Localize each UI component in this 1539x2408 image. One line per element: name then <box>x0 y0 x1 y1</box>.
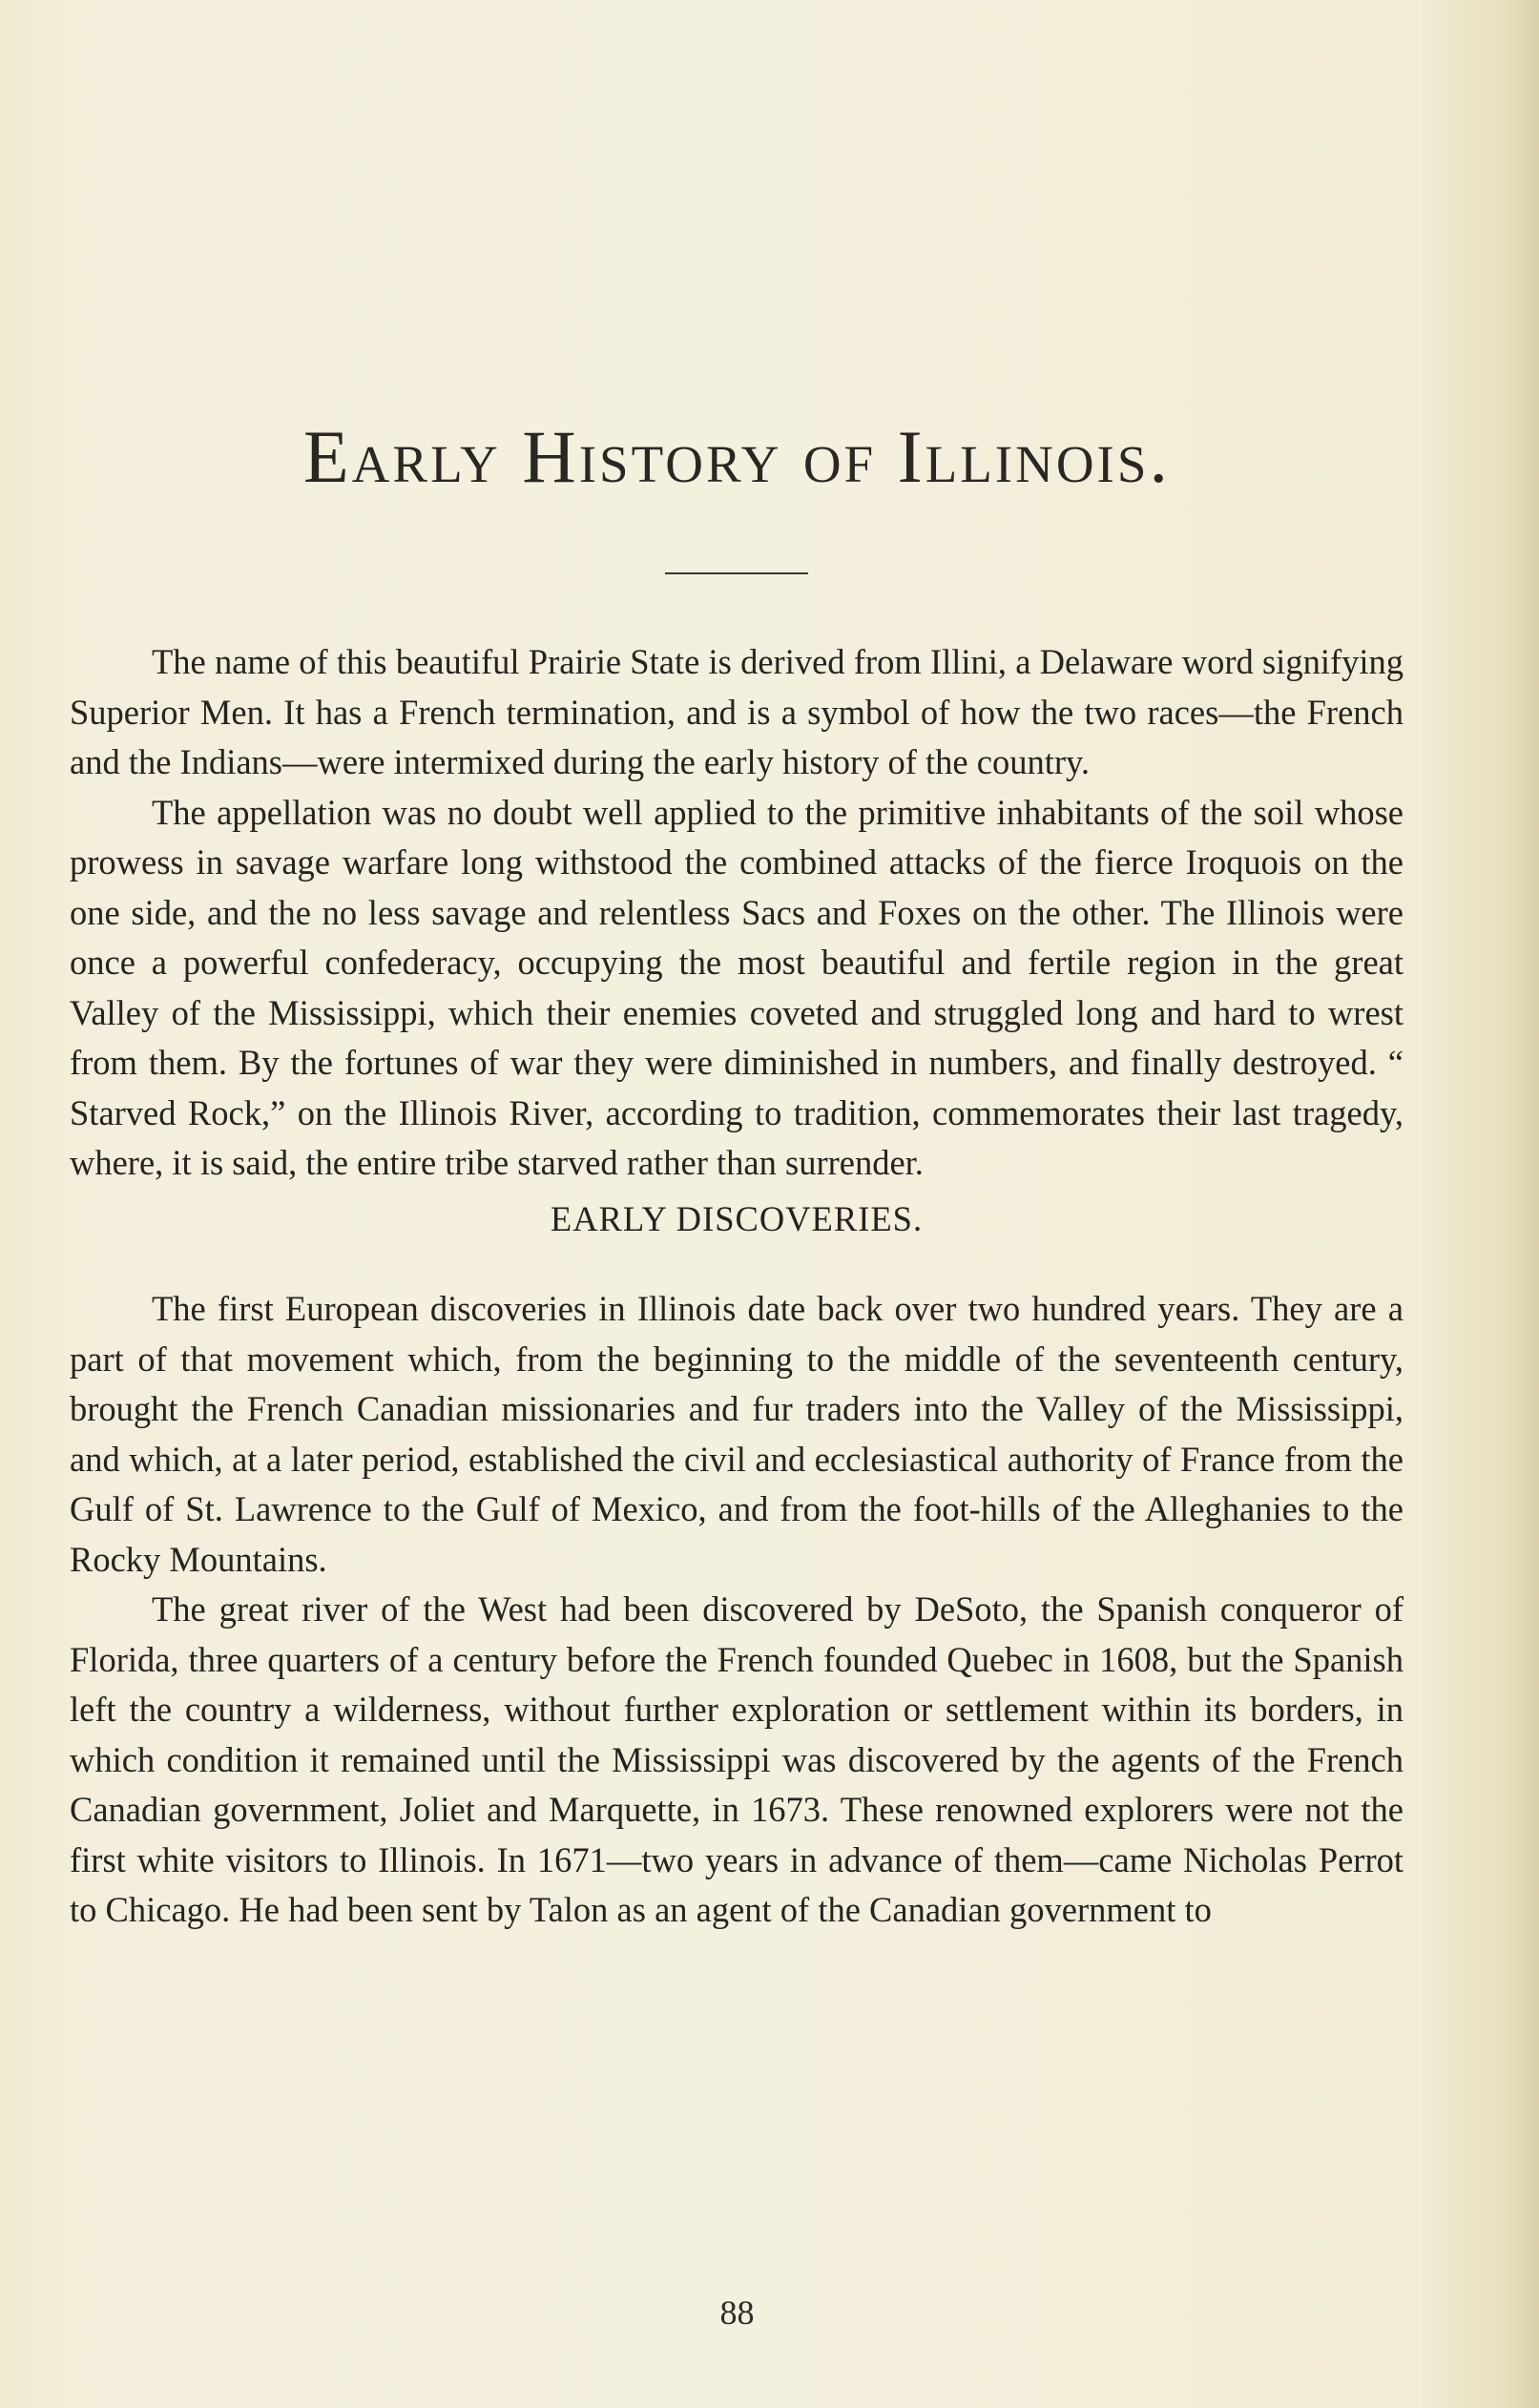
paragraph-3: The first European discoveries in Illinois date back over two hundred years. They are a part of that movement which, from the beginning to the middle of the seventeenth century, brought the French Canadian missionaries and fur traders into the Valley of the Mississippi, and which, at a later period, established the civil and ecclesiastical authority of France from the Gulf of St. Lawrence to the Gulf of Mexico, and from the foot-hills of the Alleghanies to the Rocky Mountains. <box>70 1289 1404 1579</box>
title-divider <box>665 572 808 574</box>
section-heading: EARLY DISCOVERIES. <box>550 1198 924 1238</box>
body-text <box>70 637 1404 1936</box>
paragraph-4: The great river of the West had been discovered by DeSoto, the Spanish conqueror of Florida, three quarters of a century before the French founded Quebec in 1608, but the Spanish left the country a wilderness, without further exploration or settlement within its borders, in which condition it remained until the Mississippi was discovered by the agents of the French Canadian government, Joliet and Marquette, in 1673. These renowned explorers were not the first white visitors to Illinois. In 1671—two years in advance of them—came Nicholas Perrot to Chicago. He had been sent by Talon as an agent of the Canadian government to <box>70 1589 1404 1929</box>
paragraph-1: The name of this beautiful Prairie State is derived from Illini, a Delaware word signifying Superior Men. It has a French termination, and is a symbol of how the two races—the French and the Indians—were intermixed during the early history of the country. <box>70 642 1404 781</box>
page-title: Early History of Illinois. <box>303 415 1171 498</box>
paragraph-2: The appellation was no doubt well applied to the primitive inhabitants of the soil whose prowess in savage warfare long withstood the combined attacks of the fierce Iroquois on the one side, and the no less savage and relentless Sacs and Foxes on the other. The Illinois were once a powerful confederacy, occupying the most beautiful and fertile region in the great Valley of the Mississippi, which their enemies coveted and struggled long and hard to wrest from them. By the fortunes of war they were diminished in numbers, and finally destroyed. “ Starved Rock,” on the Illinois River, according to tradition, commemorates their last tragedy, where, it is said, the entire tribe starved rather than surrender. <box>70 792 1404 1182</box>
page-number: 88 <box>719 2294 755 2332</box>
